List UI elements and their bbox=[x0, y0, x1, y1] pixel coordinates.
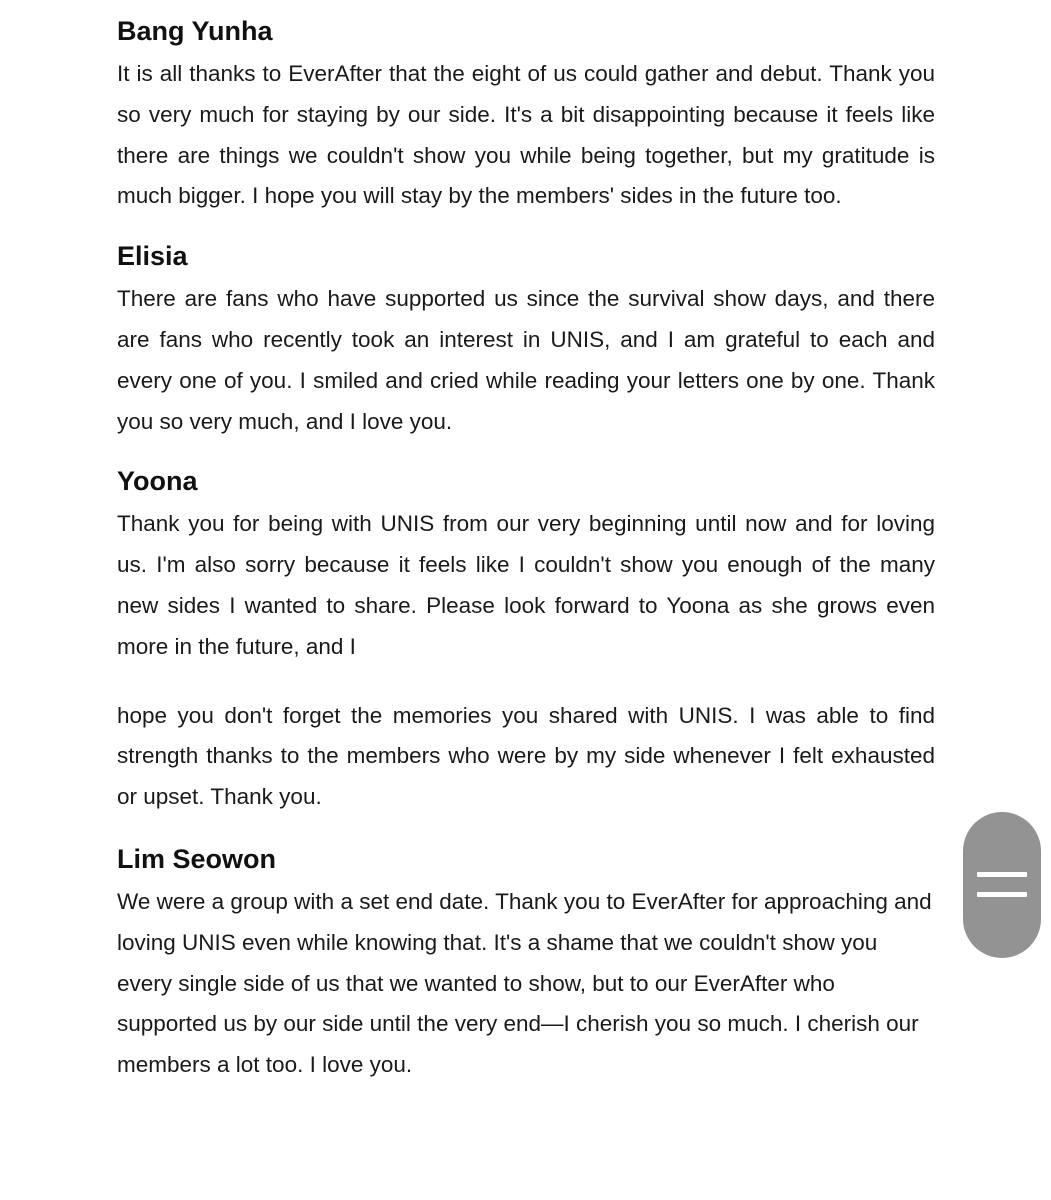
scroll-handle[interactable] bbox=[963, 812, 1041, 958]
member-section-lim-seowon bbox=[117, 842, 935, 1086]
page-break bbox=[117, 668, 935, 696]
member-message-continued: hope you don't forget the memories you shared with UNIS. I was able to find strength thanks to the members who were by my side whenever I felt exhausted or upset. Thank you. bbox=[117, 702, 935, 810]
member-message: We were a group with a set end date. Thank you to EverAfter for approaching and loving UNIS even while knowing that. It's a shame that we couldn't show you every single side of us that we wanted to show, but to our EverAfter who supported us by our side until the very end—I cherish you so much. I cherish our members a lot too. I love you. bbox=[117, 888, 932, 1078]
member-name: Lim Seowon bbox=[117, 843, 277, 874]
member-message: There are fans who have supported us since the survival show days, and there are fans who recently took an interest in UNIS, and I am grateful to each and every one of you. I smiled and cried while reading your letters one by one. Thank you so very much, and I love you. bbox=[117, 286, 935, 434]
member-name: Bang Yunha bbox=[117, 16, 273, 46]
letter-content bbox=[117, 14, 935, 1108]
member-message: Thank you for being with UNIS from our very beginning until now and for loving us. I'm also sorry because it feels like I couldn't show you enough of the many new sides I wanted to share. Please look forward to Yoona as she grows even more in the future, and I bbox=[117, 511, 935, 659]
member-message: It is all thanks to EverAfter that the eight of us could gather and debut. Thank you so very much for staying by our side. It's a bit disappointing because it feels like there are things we couldn't show you while being together, but my gratitude is much bigger. I hope you will stay by the members' sides in the future too. bbox=[117, 61, 935, 209]
member-section-yoona bbox=[117, 464, 935, 818]
member-name: Elisia bbox=[117, 241, 188, 272]
member-section-elisia bbox=[117, 239, 935, 442]
drag-handle-icon bbox=[977, 870, 1027, 900]
member-section-bang-yunha bbox=[117, 14, 935, 217]
member-name: Yoona bbox=[117, 466, 198, 497]
